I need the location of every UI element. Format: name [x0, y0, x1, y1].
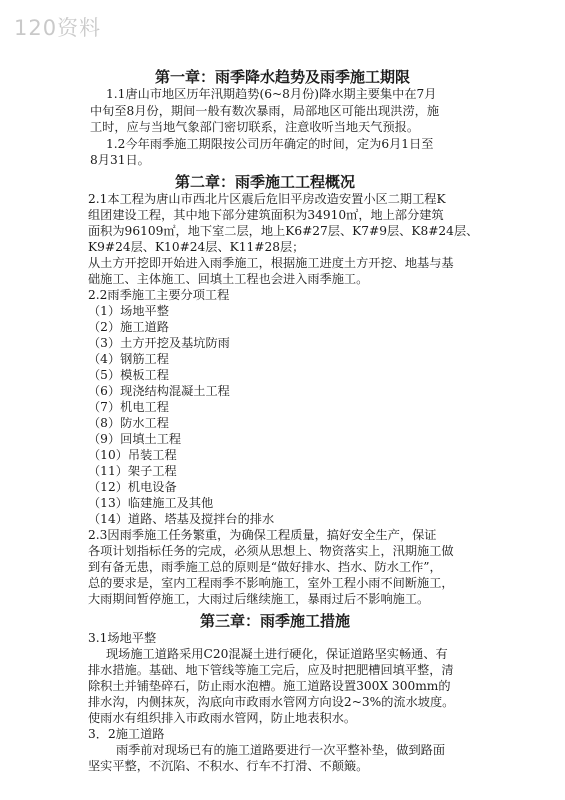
ch2-line-3: 面积为96109㎡，地下室二层，地上K6#27层、K7#9层、K8#24层、 — [88, 224, 479, 238]
ch2-para-line-1: 2.3因雨季施工任务繁重，为确保工程质量，搞好安全生产，保证 — [88, 528, 437, 542]
ch3-line-4: 除积土并铺垫碎石，防止雨水泡槽。施工道路设置300X 300mm的 — [88, 679, 451, 693]
ch3-line-2: 现场施工道路采用C20混凝土进行硬化，保证道路坚实畅通、有 — [106, 647, 448, 661]
list-item: （8）防水工程 — [88, 416, 169, 430]
chapter-3-title: 第三章：雨季施工措施 — [200, 612, 351, 630]
ch3-line-8: 雨季前对现场已有的施工道路要进行一次平整补垫，做到路面 — [116, 743, 446, 757]
ch3-line-5: 排水沟，内侧抹灰，沟底向市政雨水管网方向设2~3%的流水坡度。 — [88, 695, 455, 709]
ch3-line-6: 使雨水有组织排入市政雨水管网，防止地表积水。 — [88, 711, 357, 725]
list-item: （9）回填土工程 — [88, 432, 182, 446]
list-item: （10）吊装工程 — [88, 448, 177, 462]
ch3-line-1: 3.1场地平整 — [88, 631, 157, 645]
list-item: （12）机电设备 — [88, 480, 177, 494]
chapter-2-title: 第二章：雨季施工工程概况 — [175, 173, 356, 191]
ch2-para-line-2: 各项计划指标任务的完成，必须从思想上、物资落实上，汛期施工做 — [88, 544, 454, 558]
ch3-line-7: 3．2施工道路 — [88, 727, 165, 741]
ch2-line-7: 2.2雨季施工主要分项工程 — [88, 288, 230, 302]
ch1-line-2: 中旬至8月份，期间一般有数次暴雨，局部地区可能出现洪涝，施 — [90, 104, 440, 118]
list-item: （6）现浇结构混凝土工程 — [88, 384, 230, 398]
ch2-line-2: 组团建设工程，其中地下部分建筑面积为34910㎡，地上部分建筑 — [88, 208, 444, 222]
ch2-line-5: 从土方开挖即开始进入雨季施工，根据施工进度土方开挖、地基与基 — [88, 256, 454, 270]
ch2-para-line-5: 大雨期间暂停施工，大雨过后继续施工，暴雨过后不影响施工。 — [88, 592, 430, 606]
ch1-line-3: 工时，应与当地气象部门密切联系，注意收听当地天气预报。 — [90, 120, 420, 134]
list-item: （3）土方开挖及基坑防雨 — [88, 336, 230, 350]
watermark-text: 120资料 — [14, 16, 102, 40]
chapter-1-title: 第一章：雨季降水趋势及雨季施工期限 — [155, 68, 411, 86]
ch2-line-1: 2.1本工程为唐山市西北片区震后危旧平房改造安置小区二期工程K — [88, 192, 446, 206]
list-item: （5）模板工程 — [88, 368, 169, 382]
list-item: （11）架子工程 — [88, 464, 177, 478]
ch1-line-4: 1.2今年雨季施工期限按公司历年确定的时间，定为6月1日至 — [106, 137, 434, 151]
ch2-line-6: 础施工、主体施工、回填土工程也会进入雨季施工。 — [88, 272, 369, 286]
ch3-line-9: 坚实平整，不沉陷、不积水、行车不打滑、不颠簸。 — [88, 759, 369, 773]
ch1-line-5: 8月31日。 — [90, 153, 150, 167]
ch3-line-3: 排水措施。基础、地下管线等施工完后，应及时把肥槽回填平整，清 — [88, 663, 454, 677]
list-item: （2）施工道路 — [88, 320, 169, 334]
list-item: （1）场地平整 — [88, 304, 169, 318]
ch2-para-line-4: 总的要求是，室内工程雨季不影响施工，室外工程小雨不间断施工， — [88, 576, 454, 590]
list-item: （13）临建施工及其他 — [88, 496, 214, 510]
list-item: （7）机电工程 — [88, 400, 169, 414]
ch1-line-1: 1.1唐山市地区历年汛期趋势(6~8月份)降水期主要集中在7月 — [106, 87, 437, 101]
ch2-para-line-3: 到有备无患，雨季施工总的原则是“做好排水、挡水、防水工作”， — [88, 560, 442, 574]
list-item: （4）钢筋工程 — [88, 352, 169, 366]
list-item: （14）道路、塔基及搅拌台的排水 — [88, 512, 275, 526]
ch2-line-4: K9#24层、K10#24层、K11#28层； — [88, 240, 305, 254]
